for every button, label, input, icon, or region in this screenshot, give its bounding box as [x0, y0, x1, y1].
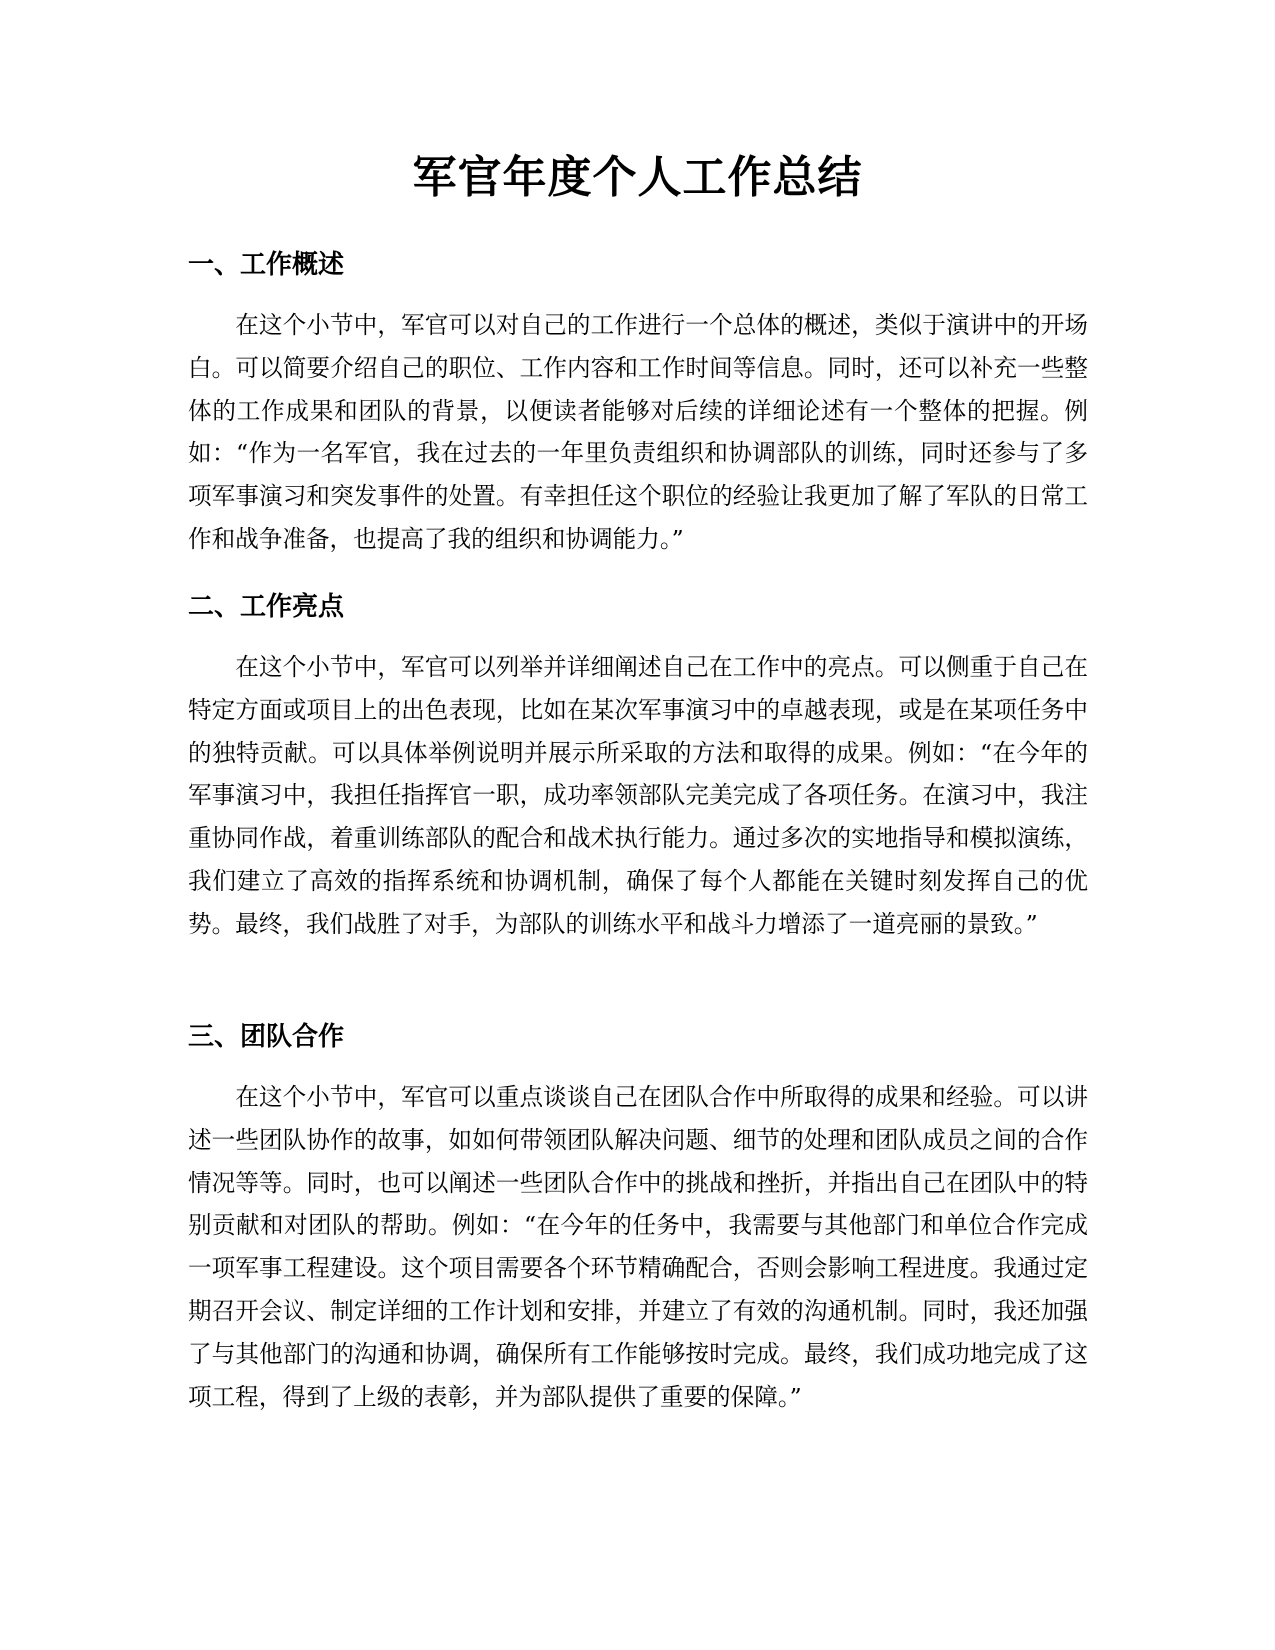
section-work-highlights — [188, 590, 1088, 946]
section-teamwork — [188, 1020, 1088, 1418]
document-title: 军官年度个人工作总结 — [412, 152, 863, 203]
section-paragraph: 在这个小节中，军官可以对自己的工作进行一个总体的概述，类似于演讲中的开场白。可以简要介绍自己的职位、工作内容和工作时间等信息。同时，还可以补充一些整体的工作成果和团队的背景，以便读者能够对后续的详细论述有一个整体的把握。例如：“作为一名军官，我在过去的一年里负责组织和协调部队的训练，同时还参与了多项军事演习和突发事件的处置。有幸担任这个职位的经验让我更加了解了军队的日常工作和战争准备，也提高了我的组织和协调能力。” — [188, 311, 1088, 553]
section-heading: 二、工作亮点 — [188, 592, 345, 622]
section-paragraph: 在这个小节中，军官可以列举并详细阐述自己在工作中的亮点。可以侧重于自己在特定方面或项目上的出色表现，比如在某次军事演习中的卓越表现，或是在某项任务中的独特贡献。可以具体举例说明并展示所采取的方法和取得的成果。例如：“在今年的军事演习中，我担任指挥官一职，成功率领部队完美完成了各项任务。在演习中，我注重协同作战，着重训练部队的配合和战术执行能力。通过多次的实地指导和模拟演练，我们建立了高效的指挥系统和协调机制，确保了每个人都能在关键时刻发挥自己的优势。最终，我们战胜了对手，为部队的训练水平和战斗力增添了一道亮丽的景致。” — [188, 653, 1088, 938]
section-heading: 三、团队合作 — [188, 1022, 345, 1052]
section-heading: 一、工作概述 — [188, 250, 345, 280]
section-paragraph: 在这个小节中，军官可以重点谈谈自己在团队合作中所取得的成果和经验。可以讲述一些团队协作的故事，如如何带领团队解决问题、细节的处理和团队成员之间的合作情况等等。同时，也可以阐述一些团队合作中的挑战和挫折，并指出自己在团队中的特别贡献和对团队的帮助。例如：“在今年的任务中，我需要与其他部门和单位合作完成一项军事工程建设。这个项目需要各个环节精确配合，否则会影响工程进度。我通过定期召开会议、制定详细的工作计划和安排，并建立了有效的沟通机制。同时，我还加强了与其他部门的沟通和协调，确保所有工作能够按时完成。最终，我们成功地完成了这项工程，得到了上级的表彰，并为部队提供了重要的保障。” — [188, 1083, 1088, 1411]
section-work-overview — [188, 248, 1088, 561]
